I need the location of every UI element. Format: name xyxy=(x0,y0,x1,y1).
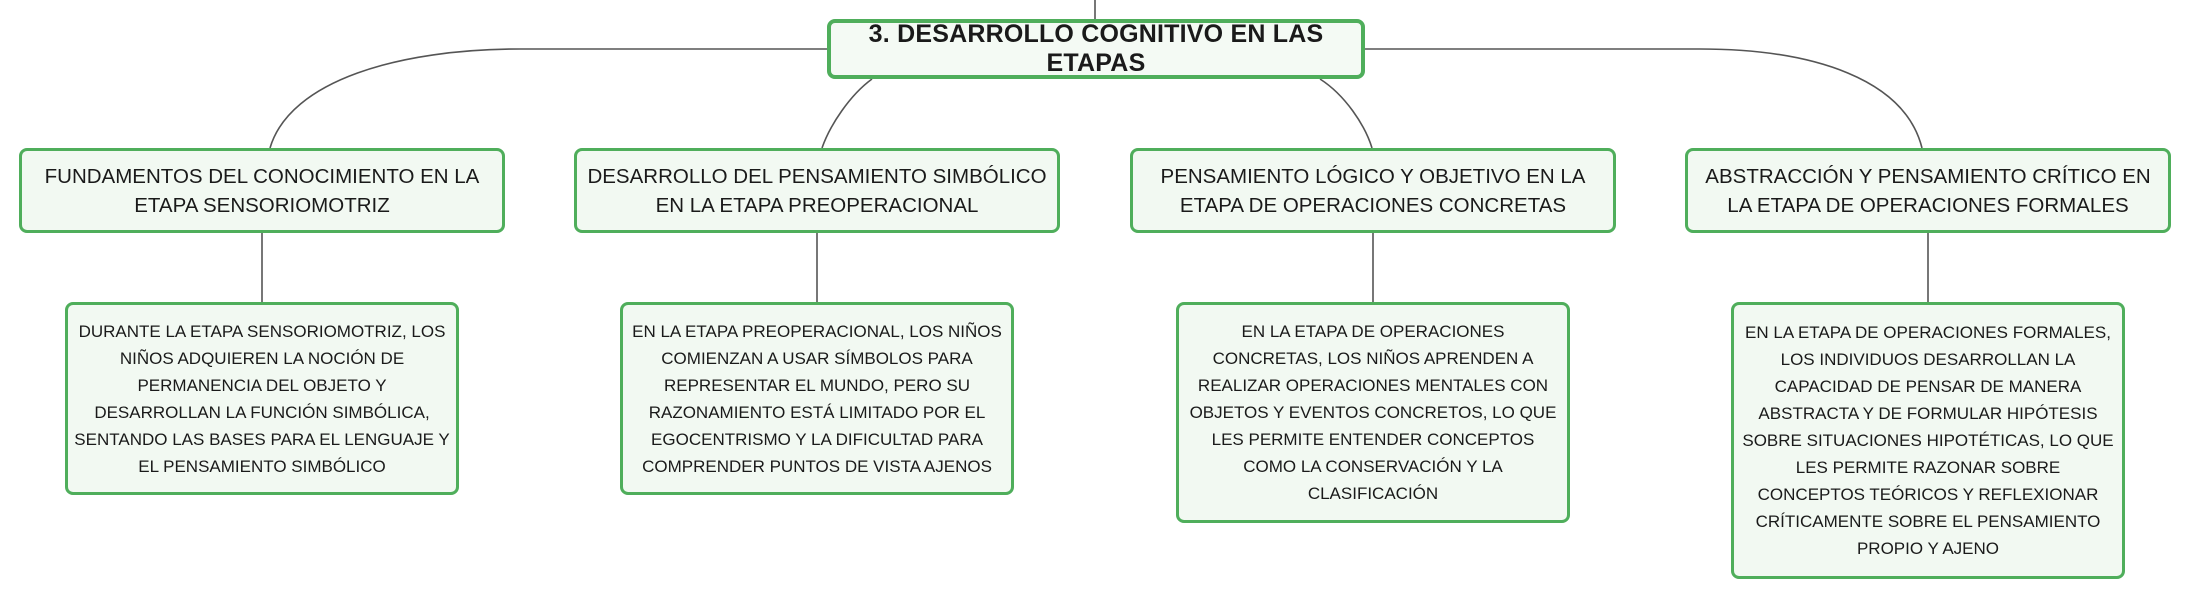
topic-node-label: FUNDAMENTOS DEL CONOCIMIENTO EN LA ETAPA SENSORIOMOTRIZ xyxy=(44,164,480,217)
detail-node-text: EN LA ETAPA PREOPERACIONAL, LOS NIÑOS COMIENZAN A USAR SÍMBOLOS PARA REPRESENTAR EL MUNDO, PERO SU RAZONAMIENTO ESTÁ LIMITADO POR EL EGOCENTRISMO Y LA DIFICULTAD PARA COMPRENDER PUNTOS DE VISTA AJENOS xyxy=(632,321,1002,476)
detail-node-text: EN LA ETAPA DE OPERACIONES CONCRETAS, LOS NIÑOS APRENDEN A REALIZAR OPERACIONES MENTALES CON OBJETOS Y EVENTOS CONCRETOS, LO QUE LES PERMITE ENTENDER CONCEPTOS COMO LA CONSERVACIÓN Y LA CLASIFICACIÓN xyxy=(1189,322,1557,503)
detail-node-operaciones-concretas[interactable] xyxy=(1176,302,1570,523)
root-node[interactable] xyxy=(827,19,1365,79)
detail-node-text: EN LA ETAPA DE OPERACIONES FORMALES, LOS INDIVIDUOS DESARROLLAN LA CAPACIDAD DE PENSAR DE MANERA ABSTRACTA Y DE FORMULAR HIPÓTESIS SOBRE SITUACIONES HIPOTÉTICAS, LO QUE LES PERMITE RAZONAR SOBRE CONCEPTOS TEÓRICOS Y REFLEXIONAR CRÍTICAMENTE SOBRE EL PENSAMIENTO PROPIO Y AJENO xyxy=(1742,323,2114,558)
topic-node-operaciones-formales[interactable] xyxy=(1685,148,2171,233)
root-node-label: 3. DESARROLLO COGNITIVO EN LAS ETAPAS xyxy=(868,20,1324,77)
topic-node-preoperacional[interactable] xyxy=(574,148,1060,233)
connector-root-to-topic-3 xyxy=(1320,79,1372,148)
detail-node-sensoriomotriz[interactable] xyxy=(65,302,459,495)
detail-node-operaciones-formales[interactable] xyxy=(1731,302,2125,579)
detail-node-preoperacional[interactable] xyxy=(620,302,1014,495)
topic-node-operaciones-concretas[interactable] xyxy=(1130,148,1616,233)
topic-node-label: ABSTRACCIÓN Y PENSAMIENTO CRÍTICO EN LA ETAPA DE OPERACIONES FORMALES xyxy=(1705,164,2151,217)
connector-root-to-topic-2 xyxy=(822,79,872,148)
topic-node-label: PENSAMIENTO LÓGICO Y OBJETIVO EN LA ETAPA DE OPERACIONES CONCRETAS xyxy=(1160,164,1586,217)
topic-node-sensoriomotriz[interactable] xyxy=(19,148,505,233)
connector-root-to-topic-1 xyxy=(270,49,827,148)
detail-node-text: DURANTE LA ETAPA SENSORIOMOTRIZ, LOS NIÑOS ADQUIEREN LA NOCIÓN DE PERMANENCIA DEL OBJETO Y DESARROLLAN LA FUNCIÓN SIMBÓLICA, SENTANDO LAS BASES PARA EL LENGUAJE Y EL PENSAMIENTO SIMBÓLICO xyxy=(74,321,450,476)
topic-node-label: DESARROLLO DEL PENSAMIENTO SIMBÓLICO EN LA ETAPA PREOPERACIONAL xyxy=(587,164,1047,217)
connector-root-to-topic-4 xyxy=(1365,49,1922,148)
